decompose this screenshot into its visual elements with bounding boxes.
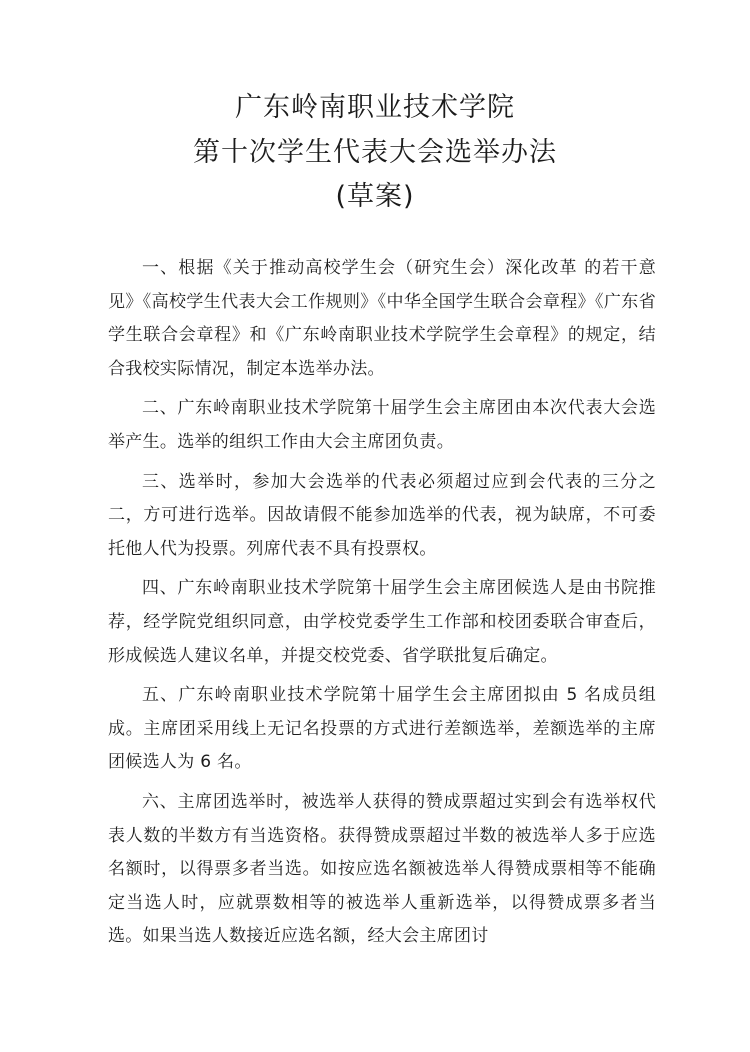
- document-body: [108, 252, 656, 960]
- paragraph-2: 二、广东岭南职业技术学院第十届学生会主席团由本次代表大会选举产生。选举的组织工作由大会主席团负责。: [108, 398, 656, 452]
- paragraph-6: 六、主席团选举时，被选举人获得的赞成票超过实到会有选举权代表人数的半数方有当选资格。获得赞成票超过半数的被选举人多于应选名额时，以得票多者当选。如按应选名额被选举人得赞成票相等不能确定当选人时，应就票数相等的被选举人重新选举，以得赞成票多者当选。如果当选人数接近应选名额，经大会主席团讨: [108, 791, 656, 947]
- document-title-line-3: (草案): [335, 181, 415, 212]
- paragraph-3: 三、选举时，参加大会选举的代表必须超过应到会代表的三分之二，方可进行选举。因故请假不能参加选举的代表，视为缺席，不可委托他人代为投票。列席代表不具有投票权。: [108, 471, 656, 559]
- paragraph-5: 五、广东岭南职业技术学院第十届学生会主席团拟由 5 名成员组成。主席团采用线上无记名投票的方式进行差额选举，差额选举的主席团候选人为 6 名。: [108, 685, 656, 773]
- paragraph-1: 一、根据《关于推动高校学生会（研究生会）深化改革 的若干意见》《高校学生代表大会工作规则》《中华全国学生联合会章程》《广东省学生联合会章程》和《广东岭南职业技术学院学生会章程》的规定，结合我校实际情况，制定本选举办法。: [108, 258, 656, 379]
- paragraph-4: 四、广东岭南职业技术学院第十届学生会主席团候选人是由书院推荐，经学院党组织同意，由学校党委学生工作部和校团委联合审查后，形成候选人建议名单，并提交校党委、省学联批复后确定。: [108, 578, 656, 666]
- document-title-line-2: 第十次学生代表大会选举办法: [193, 137, 557, 168]
- document-title-line-1: 广东岭南职业技术学院: [235, 92, 515, 123]
